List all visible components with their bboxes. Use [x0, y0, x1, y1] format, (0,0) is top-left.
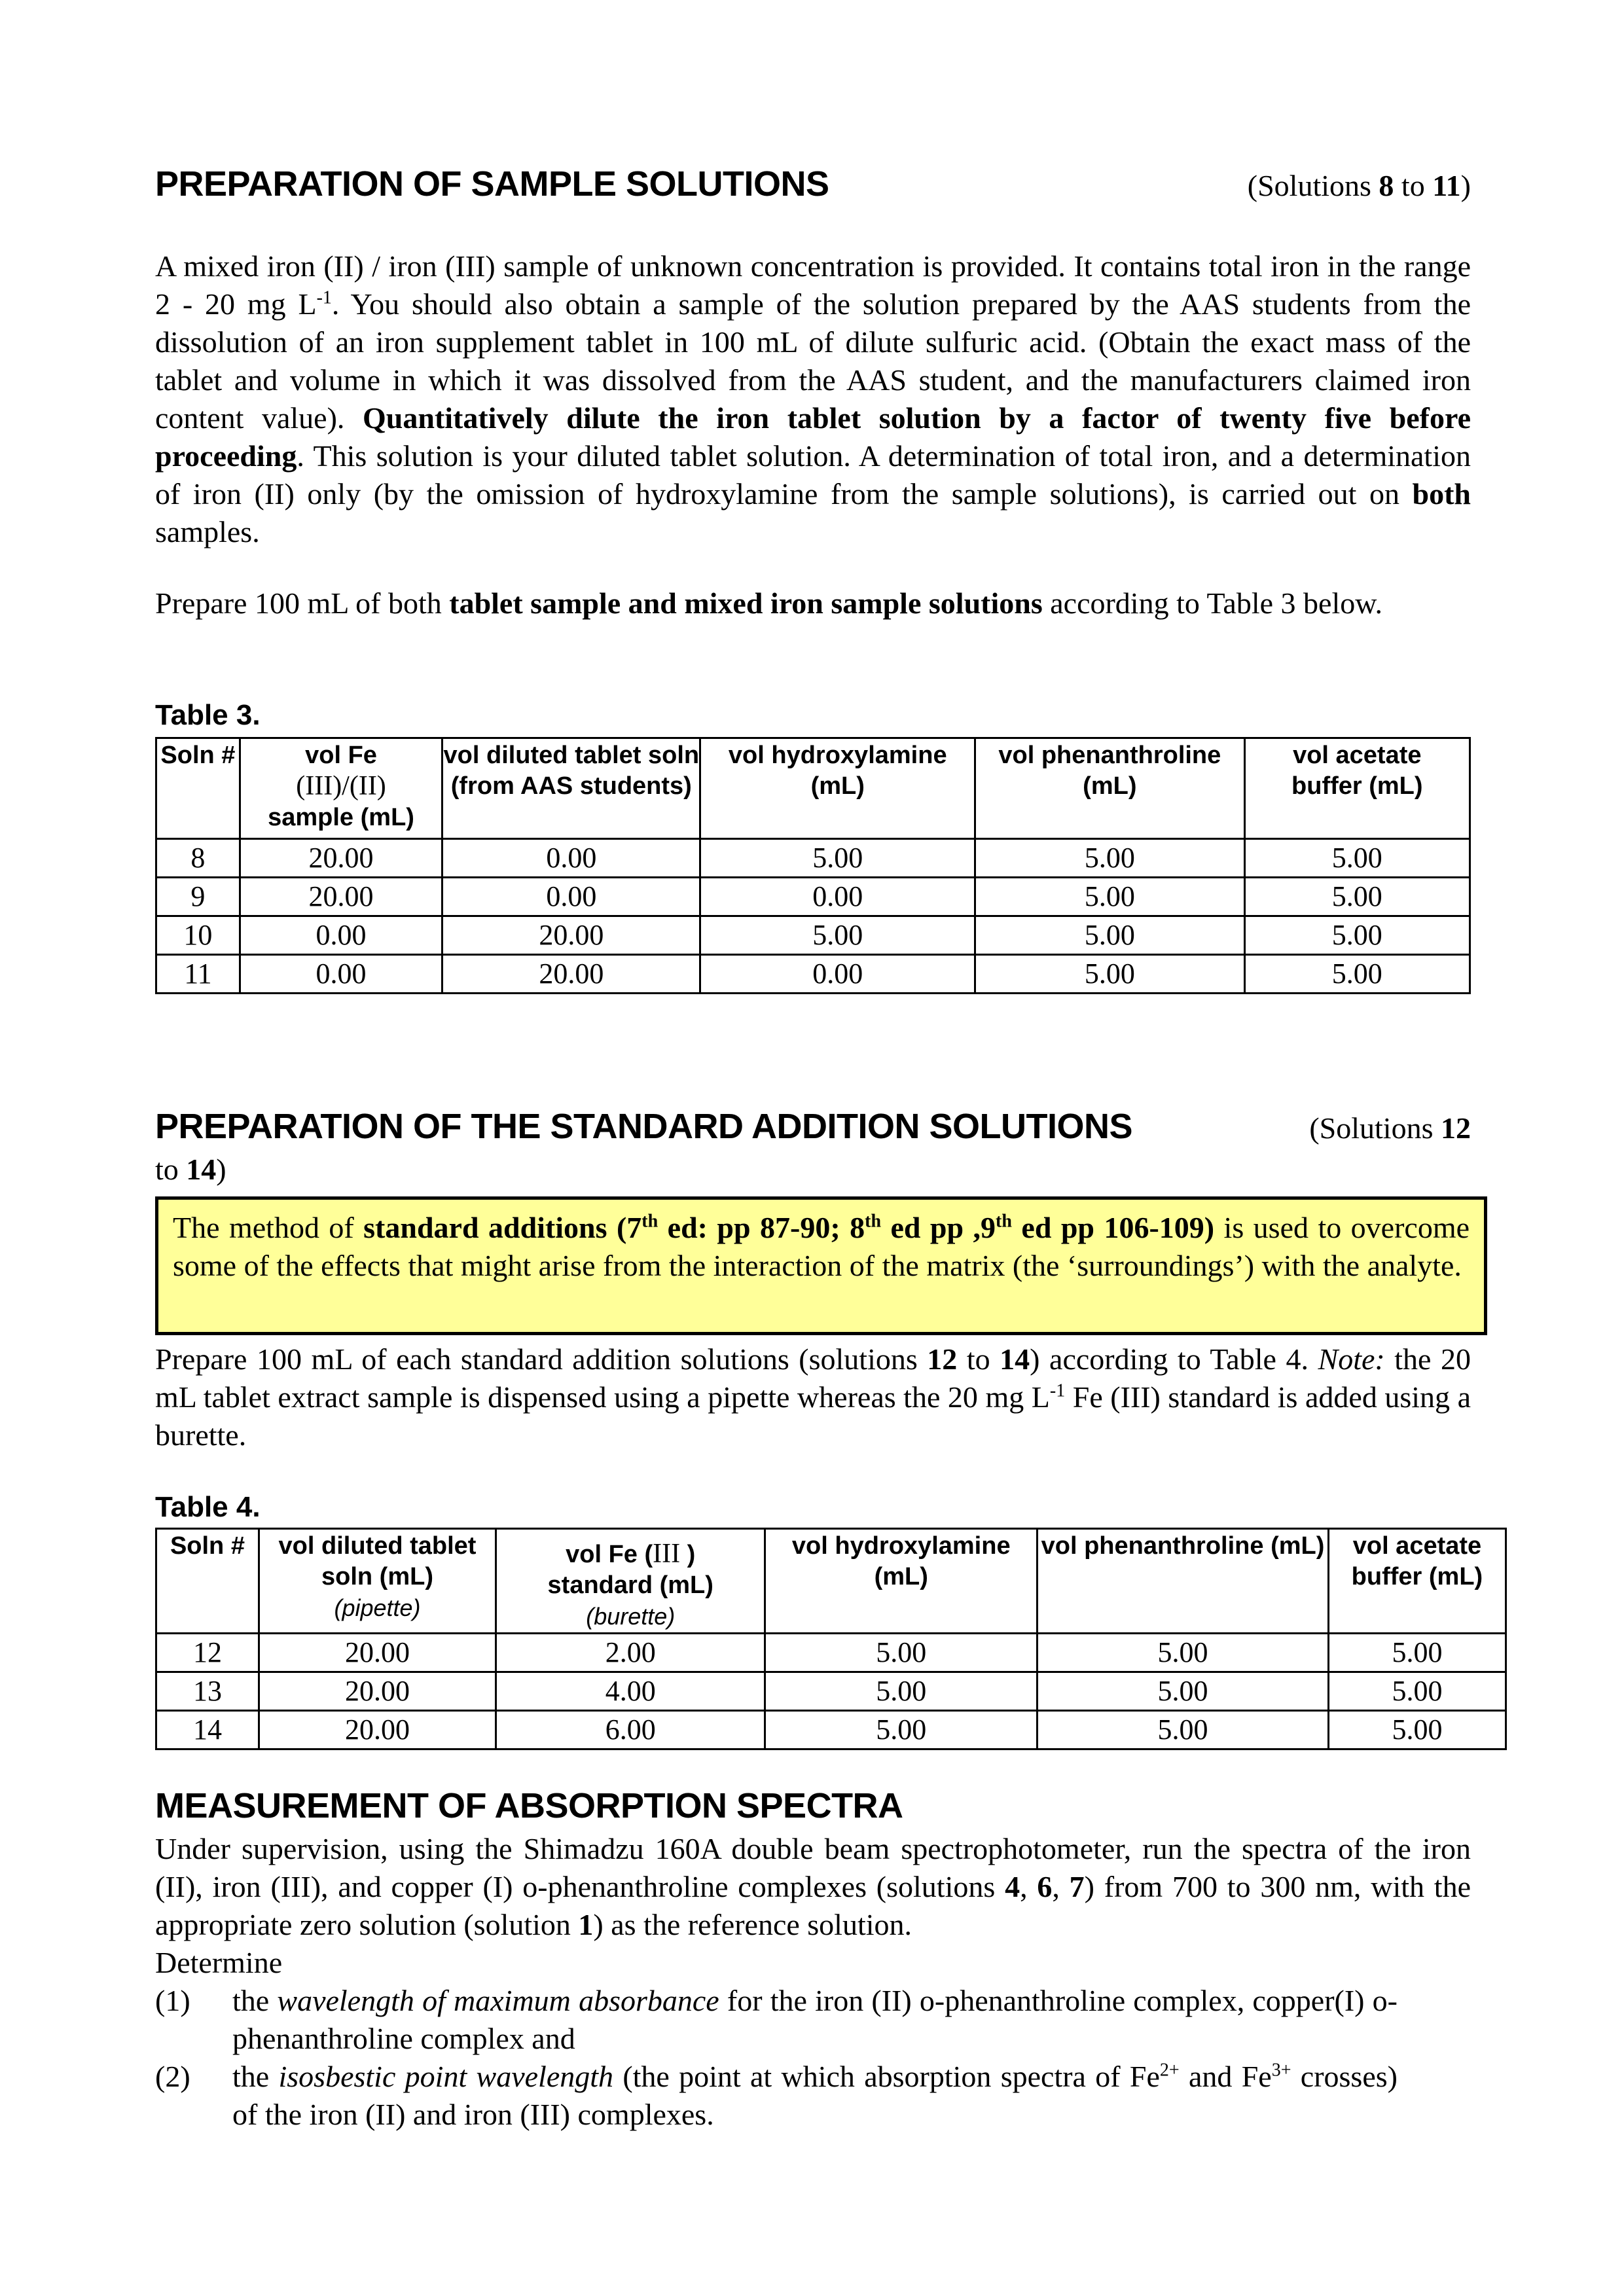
- section-title: PREPARATION OF SAMPLE SOLUTIONS: [155, 164, 829, 204]
- section-title: PREPARATION OF THE STANDARD ADDITION SOLUTIONS: [155, 1107, 1132, 1146]
- table3-caption: Table 3.: [155, 699, 261, 731]
- table4-caption: Table 4.: [155, 1491, 261, 1523]
- col-vol-fe-iii-standard: vol Fe (III ) standard (mL) (burette): [496, 1529, 765, 1634]
- table-row: 8 20.00 0.00 5.00 5.00 5.00: [156, 839, 1470, 878]
- table3-instruction: Prepare 100 mL of both tablet sample and mixed iron sample solutions according to Table 3 below.: [155, 586, 1382, 620]
- section-title-absorption-spectra: MEASUREMENT OF ABSORPTION SPECTRA: [155, 1786, 903, 1825]
- col-vol-hydroxylamine: vol hydroxylamine (mL): [765, 1529, 1038, 1634]
- list-item: (1) the wavelength of maximum absorbance for the iron (II) o-phenanthroline complex, copper(I) o-phenanthroline complex and: [155, 1984, 1398, 2055]
- col-soln: Soln #: [156, 738, 240, 839]
- determine-label: Determine: [155, 1946, 283, 1979]
- list-item: (2) the isosbestic point wavelength (the point at which absorption spectra of $Fe^{2+}$ and $Fe^{3+}$ crosses) of the iron (II) and iron (III) complexes.: [155, 2060, 1398, 2131]
- table3: [155, 737, 1471, 994]
- solutions-range: (Solutions 12: [1309, 1111, 1471, 1145]
- col-vol-phenanthroline: vol phenanthroline (mL): [1038, 1529, 1329, 1634]
- table-row: 14 20.00 6.00 5.00 5.00 5.00: [156, 1711, 1506, 1749]
- spectra-instruction: Under supervision, using the Shimadzu 160A double beam spectrophotometer, run the spectra of the iron (II), iron (III), and copper (I) o-phenanthroline complexes (solutions 4, 6, 7) from 700 to 300 nm, with the appropriate zero solution (solution 1) as the reference solution.: [155, 1832, 1471, 1941]
- table4-instruction: Prepare 100 mL of each standard addition solutions (solutions 12 to 14) according to Table 4. Note: the 20 mL tablet extract sample is dispensed using a pipette whereas the 20 mg $L^{-1}$ Fe (III) standard is added using a burette.: [155, 1342, 1471, 1452]
- col-vol-diluted-tablet: vol diluted tablet soln (mL) (pipette): [259, 1529, 496, 1634]
- section-heading-sample-solutions: [155, 164, 1471, 205]
- col-soln: Soln #: [156, 1529, 259, 1634]
- table-row: 9 20.00 0.00 0.00 5.00 5.00: [156, 878, 1470, 916]
- section-heading-standard-addition: [155, 1106, 1471, 1147]
- intro-paragraph: A mixed iron (II) / iron (III) sample of unknown concentration is provided. It contains total iron in the range 2 - 20 mg $L^{-1}$. You should also obtain a sample of the solution prepared by the AAS students from the dissolution of an iron supplement tablet in 100 mL of dilute sulfuric acid. (Obtain the exact mass of the tablet and volume in which it was dissolved from the AAS student, and the manufacturers claimed iron content value). Quantitatively dilute the iron tablet solution by a factor of twenty five before proceeding. This solution is your diluted tablet solution. A determination of total iron, and a determination of iron (II) only (by the omission of hydroxylamine from the sample solutions), is carried out on both samples.: [155, 249, 1471, 548]
- table-row: 13 20.00 4.00 5.00 5.00 5.00: [156, 1672, 1506, 1711]
- table-row: 12 20.00 2.00 5.00 5.00 5.00: [156, 1634, 1506, 1672]
- col-vol-acetate-buffer: vol acetate buffer (mL): [1328, 1529, 1506, 1634]
- standard-additions-note-box: The method of standard additions (7th ed: pp 87-90; 8th ed pp ,9th ed pp 106-109) is used to overcome some of the effects that might arise from the interaction of the matrix (the ‘surroundings’) with the analyte.: [155, 1196, 1487, 1335]
- table4: [155, 1528, 1507, 1750]
- table4-header-row: [156, 1529, 1506, 1634]
- table-row: 11 0.00 20.00 0.00 5.00 5.00: [156, 955, 1470, 994]
- col-vol-phenanthroline: vol phenanthroline (mL): [975, 738, 1245, 839]
- col-vol-acetate-buffer: vol acetate buffer (mL): [1244, 738, 1470, 839]
- col-vol-diluted-tablet: vol diluted tablet soln (from AAS students): [442, 738, 700, 839]
- table-row: 10 0.00 20.00 5.00 5.00 5.00: [156, 916, 1470, 955]
- col-vol-hydroxylamine: vol hydroxylamine (mL): [700, 738, 975, 839]
- col-vol-fe-sample: vol Fe (III)/(II) sample (mL): [240, 738, 442, 839]
- table3-header-row: [156, 738, 1470, 839]
- solutions-range: (Solutions 8 to 11): [1247, 169, 1471, 202]
- solutions-range-continued: to 14): [155, 1153, 226, 1186]
